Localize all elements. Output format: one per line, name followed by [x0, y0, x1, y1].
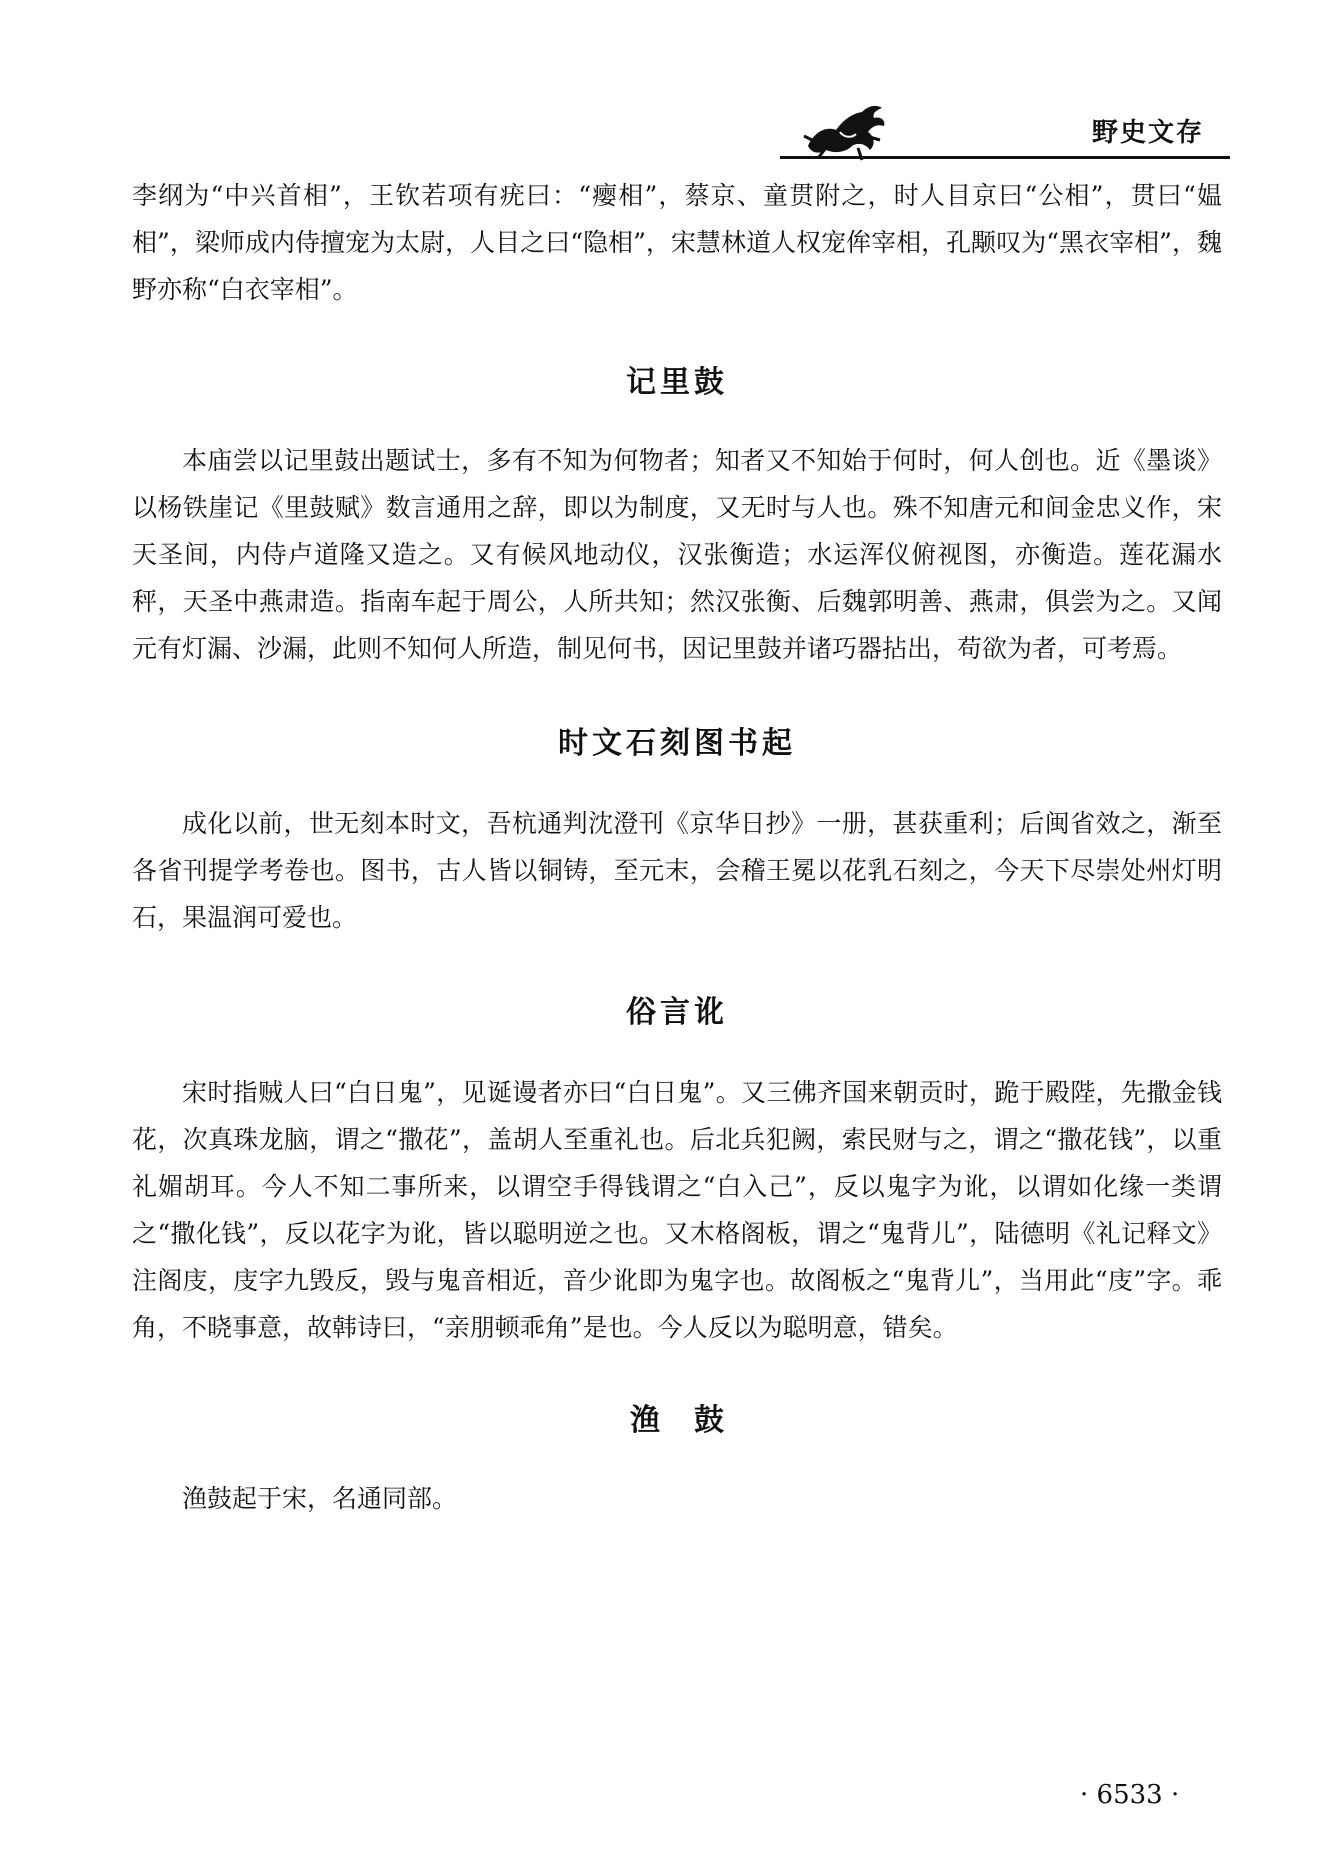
section-paragraph: 渔鼓起于宋，名通同部。 — [182, 1484, 458, 1513]
section-title: 时文石刻图书起 — [558, 726, 796, 761]
intro-paragraph: 李纲为“中兴首相”，王钦若项有疣曰：“瘿相”，蔡京、童贯附之，时人目京曰“公相”，贯曰“媪相”，梁师成内侍擅宠为太尉，人目之曰“隐相”，宋慧林道人权宠侔宰相，孔颙叹为“黑衣宰相”，魏野亦称“白衣宰相”。 — [132, 181, 1222, 304]
section-paragraph: 宋时指贼人曰“白日鬼”，见诞谩者亦曰“白日鬼”。又三佛齐国来朝贡时，跪于殿陛，先撒金钱花，次真珠龙脑，谓之“撒花”，盖胡人至重礼也。后北兵犯阙，索民财与之，谓之“撒花钱”，以重礼媚胡耳。今人不知二事所来，以谓空手得钱谓之“白入己”，反以鬼字为讹，以谓如化缘一类谓之“撒化钱”，反以花字为讹，皆以聪明逆之也。又木格阁板，谓之“鬼背儿”，陆德明《礼记释文》注阁庋，庋字九毁反，毁与鬼音相近，音少讹即为鬼字也。故阁板之“鬼背儿”，当用此“庋”字。乖角，不晓事意，故韩诗曰，“亲朋顿乖角”是也。今人反以为聪明意，错矣。 — [132, 1078, 1222, 1342]
page-number: · 6533 · — [1080, 1780, 1180, 1810]
page-header — [0, 0, 1322, 170]
section-paragraph: 成化以前，世无刻本时文，吾杭通判沈澄刊《京华日抄》一册，甚获重利；后闽省效之，渐至各省刊提学考卷也。图书，古人皆以铜铸，至元末，会稽王冕以花乳石刻之，今天下尽崇处州灯明石，果温润可爱也。 — [132, 809, 1222, 932]
section-title: 记里鼓 — [626, 365, 728, 400]
section-paragraph: 本庙尝以记里鼓出题试士，多有不知为何物者；知者又不知始于何时，何人创也。近《墨谈》以杨铁崖记《里鼓赋》数言通用之辞，即以为制度，又无时与人也。殊不知唐元和间金忠义作，宋天圣间，内侍卢道隆又造之。又有候风地动仪，汉张衡造；水运浑仪俯视图，亦衡造。莲花漏水秤，天圣中燕肃造。指南车起于周公，人所共知；然汉张衡、后魏郭明善、燕肃，俱尝为之。又闻元有灯漏、沙漏，此则不知何人所造，制见何书，因记里鼓并诸巧器拈出，苟欲为者，可考焉。 — [132, 446, 1222, 663]
section-title: 渔鼓 — [630, 1403, 758, 1438]
section-title: 俗言讹 — [626, 995, 728, 1030]
header-title: 野史文存 — [1092, 118, 1205, 148]
header-rule — [780, 156, 1230, 159]
dragon-emblem-icon — [796, 92, 892, 162]
page-content — [132, 172, 1222, 1522]
